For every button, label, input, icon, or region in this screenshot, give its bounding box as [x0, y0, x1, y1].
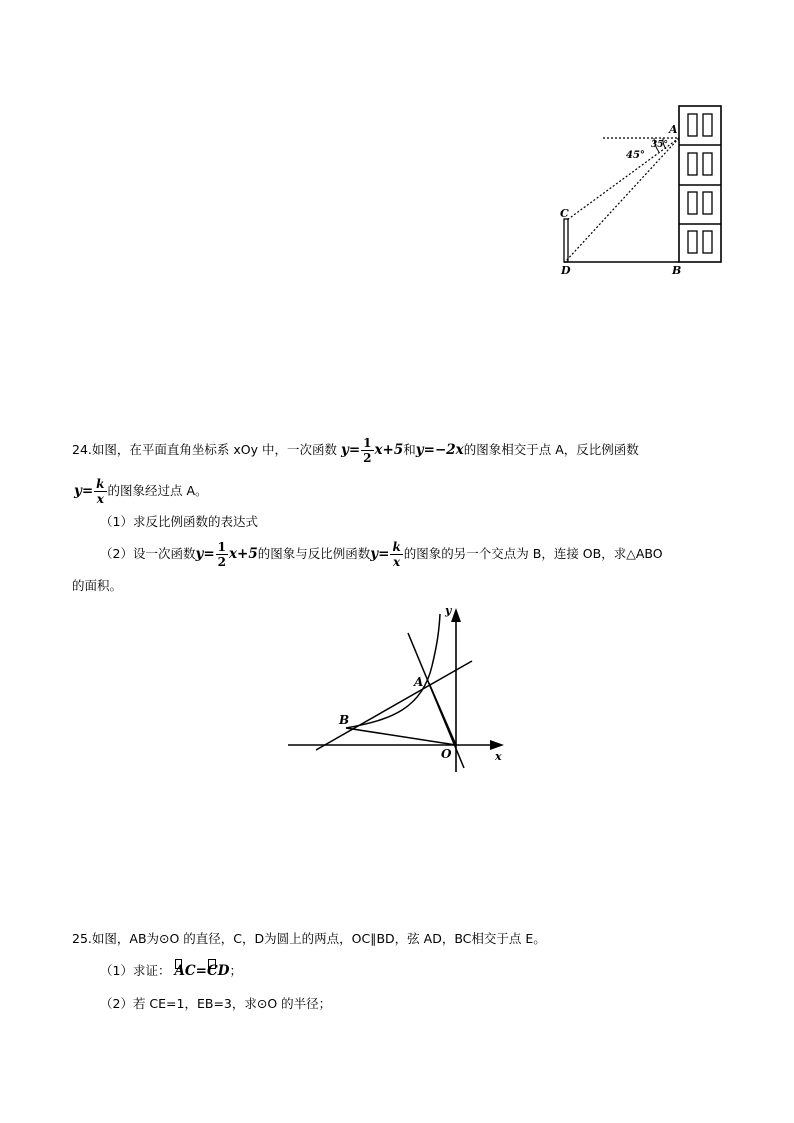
arc-cd: CD: [207, 961, 229, 981]
label-o: O: [441, 747, 452, 761]
q24-line1: [72, 432, 639, 468]
pole-cd: [564, 219, 568, 262]
q25-number: 25.: [72, 931, 92, 946]
q24-intro-b: 的图象相交于点 A，反比例函数: [463, 442, 639, 457]
q24-fn2-y: y: [415, 442, 424, 458]
q24-fn1-y: y: [340, 442, 349, 458]
q25-part2: （2）若 CE=1，EB=3，求⊙O 的半径；: [100, 996, 332, 1011]
sight-line-ad: [565, 138, 679, 262]
q24-part2: （2）设一次函数y= $\frac{1}{2}$ x+5的图象与反比例函数y= $\frac{k}{x}$ 的图象的另一个交点为 B，连接 OB，求△ABO: [100, 540, 663, 569]
segment-ao: [429, 683, 456, 745]
arc-ac: AC: [174, 961, 195, 981]
building: [679, 106, 721, 262]
building-windows: [688, 114, 712, 253]
q24-fn1-eq: =: [348, 442, 361, 458]
q24-part1: （1）求反比例函数的表达式: [100, 514, 258, 529]
q24-inv-y: y: [74, 483, 82, 499]
segment-bo: [346, 728, 456, 745]
building-figure: [555, 100, 730, 280]
q24-inv-frac: $\frac{k}{x}$: [96, 477, 105, 506]
q24-fn2-eq: =: [423, 442, 435, 458]
label-c: C: [560, 207, 569, 220]
x-axis-arrow: [490, 740, 504, 750]
q24-inv-eq: =: [81, 483, 94, 499]
label-d: D: [561, 264, 571, 277]
label-angle-45: 45°: [626, 150, 645, 161]
sight-line-ac: [567, 138, 679, 220]
q25-intro: 如图，AB为⊙O 的直径，C，D为圆上的两点，OC∥BD，弦 AD，BC相交于点 E。: [91, 931, 546, 946]
hyperbola-branch: [346, 614, 440, 728]
q24-fn1-rest: x+5: [374, 442, 404, 458]
coordinate-figure: [282, 600, 512, 780]
q24-and: 和: [403, 442, 416, 457]
q24-number: 24.: [72, 442, 92, 457]
label-angle-35: 35°: [651, 140, 669, 150]
label-a: A: [414, 675, 424, 689]
q24-part2-cont: 的面积。: [72, 578, 123, 593]
q25-part1: （1）求证： AC =CD ；: [100, 961, 242, 981]
label-b: B: [672, 264, 682, 277]
q24-fn2-rest: −2x: [434, 442, 464, 458]
q24-fn1-half: $\frac{1}{2}$: [363, 436, 372, 465]
label-y: y: [445, 604, 452, 617]
label-x: x: [495, 750, 502, 763]
q24-intro-a: 如图，在平面直角坐标系 xOy 中，一次函数: [91, 442, 337, 457]
label-b: B: [339, 713, 350, 727]
q25-line1: [72, 929, 546, 949]
y-axis-arrow: [451, 608, 461, 622]
line-half-x-plus-5: [316, 661, 472, 750]
q24-line2: [74, 473, 208, 509]
label-a: A: [669, 123, 678, 136]
q24-intro-c: 的图象经过点 A。: [107, 483, 208, 498]
